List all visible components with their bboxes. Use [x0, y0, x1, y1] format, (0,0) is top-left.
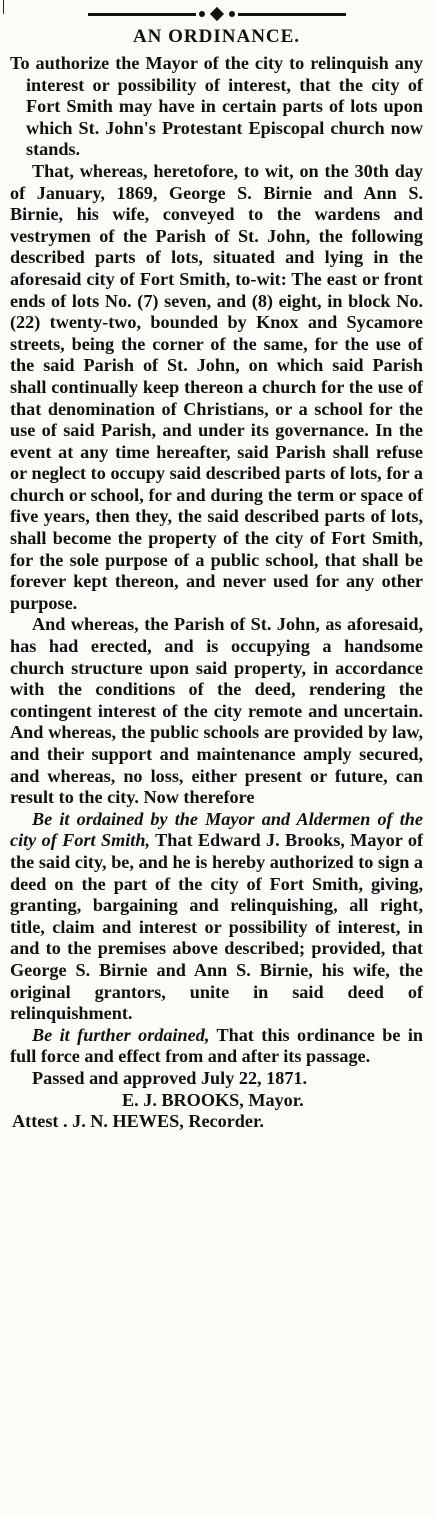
ornament-left-bar: [88, 13, 196, 16]
article-title: AN ORDINANCE.: [132, 26, 301, 47]
ornament-right-bar: [238, 13, 346, 16]
ordained-text: That Edward J. Brooks, Mayor of the said city, be, and he is hereby authorized to sign a deed on the part of the city of Fort Smith, giving, granting, bargaining and relinquishing, all right, title, claim and interest or possibility of interest, in and to the premises above described; provided, that George S. Birnie and Ann S. Birnie, his wife, the original grantors, unite in said deed of relinquishment.: [10, 830, 424, 1024]
further-ordained-clause: Be it further ordained,: [32, 1024, 210, 1045]
header-ornament: [10, 4, 423, 24]
ornament-right-dot: [229, 11, 235, 17]
preamble: To authorize the Mayor of the city to relinquish any interest or possibility of interest, that the city of Fort Smith may have in certain parts of lots upon which St. John's Protestant Episcopal church now stands.: [10, 53, 423, 160]
mayor-signature: E. J. BROOKS, Mayor.: [122, 1089, 304, 1110]
further-ordained-text: That this ordinance be in full force and effect from and after its passage.: [10, 1024, 423, 1067]
ornament-left-dot: [199, 11, 205, 17]
column-rule: [3, 0, 4, 14]
attest-line: Attest . J. N. HEWES, Recorder.: [12, 1111, 264, 1132]
ordained-clause: Be it ordained by the Mayor and Aldermen of the city of Fort Smith,: [10, 808, 423, 851]
paragraph-whereas-conveyance: That, whereas, heretofore, to wit, on the 30th day of January, 1869, George S. Birnie and Ann S. Birnie, his wife, conveyed to the wardens and vestrymen of the Parish of St. John, the following described parts of lots, situated and lying in the aforesaid city of Fort Smith, to-wit: The east or front ends of lots No. (7) seven, and (8) eight, in block No. (22) twenty-two, bounded by Knox and Sycamore streets, being the corner of the same, for the use of the said Parish of St. John, on which said Parish shall continually keep thereon a church for the use of that denomination of Christians, or a school for the use of said Parish, and under its governance. In the event at any time hereafter, said Parish shall refuse or neglect to occupy said described parts of lots, for a church or school, for and during the term or space of five years, then they, the said described parts of lots, shall become the property of the city of Fort Smith, for the sole purpose of a public school, that shall be forever kept thereon, and never used for any other purpose.: [10, 160, 423, 613]
paragraph-further-ordained: [10, 1025, 423, 1068]
ornament-diamond: [209, 7, 223, 21]
paragraph-whereas-church: And whereas, the Parish of St. John, as aforesaid, has had erected, and is occupying a handsome church structure upon said property, in accordance with the conditions of the deed, rendering the contingent interest of the city remote and uncertain. And whereas, the public schools are provided by law, and their support and maintenance amply secured, and whereas, no loss, either present or future, can result to the city. Now therefore: [10, 614, 423, 808]
paragraph-ordained: [10, 809, 423, 1025]
passed-date: Passed and approved July 22, 1871.: [32, 1067, 308, 1088]
